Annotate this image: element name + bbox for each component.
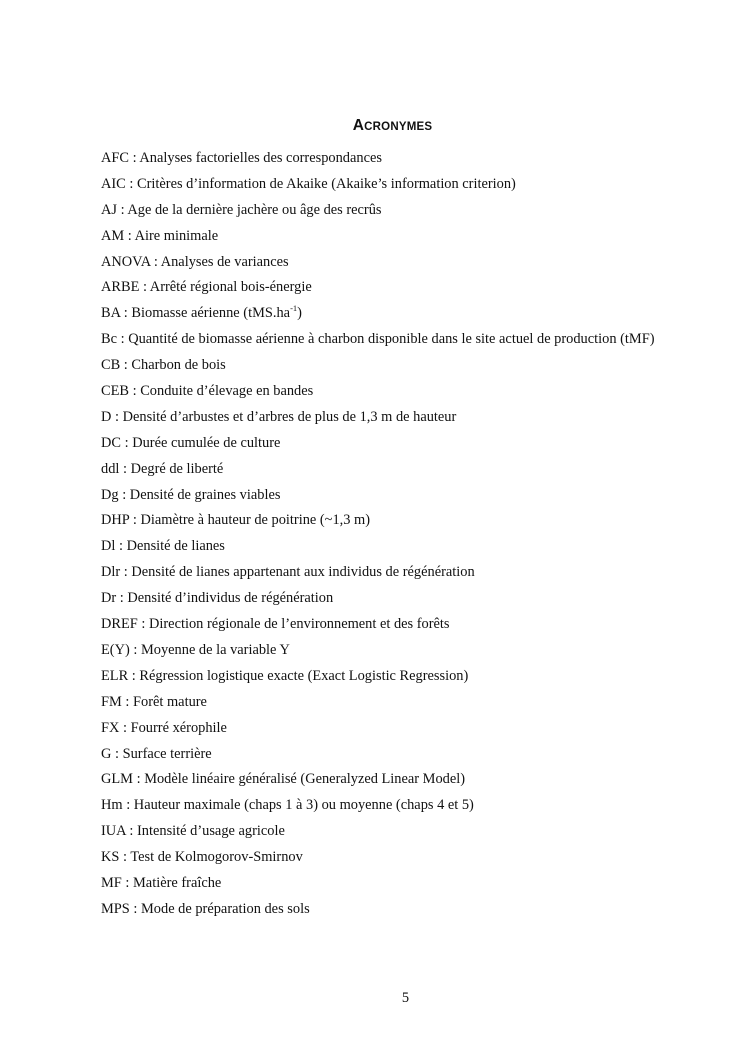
acronym-code: ELR xyxy=(101,667,129,684)
acronym-item xyxy=(101,793,661,819)
acronym-separator: : xyxy=(129,383,141,400)
acronym-superscript: -1 xyxy=(290,303,298,314)
acronym-code: AFC xyxy=(101,150,129,166)
acronym-separator: : xyxy=(117,201,128,218)
acronym-separator: : xyxy=(137,616,149,633)
acronym-definition: Critères d’information de Akaike (Akaike’s information criterion) xyxy=(137,175,516,192)
acronym-item xyxy=(101,457,661,483)
acronym-code: Dlr xyxy=(101,564,121,581)
acronym-separator: : xyxy=(128,667,140,684)
acronym-separator: : xyxy=(117,331,129,348)
acronym-separator: : xyxy=(115,538,127,555)
acronym-code: FX xyxy=(101,719,120,736)
acronym-item xyxy=(101,716,661,742)
acronym-code: MF xyxy=(101,874,122,891)
acronym-item xyxy=(101,586,661,612)
acronym-separator: : xyxy=(120,564,132,581)
acronym-definition-suffix: ) xyxy=(297,305,302,322)
acronym-separator: : xyxy=(119,719,131,736)
acronym-item xyxy=(101,327,661,353)
acronym-item xyxy=(101,612,661,638)
acronym-item xyxy=(101,742,661,768)
acronym-separator: : xyxy=(125,823,137,840)
acronym-item xyxy=(101,690,661,716)
acronym-code: CB xyxy=(101,357,121,374)
acronym-code: KS xyxy=(101,849,120,866)
acronym-definition: Forêt mature xyxy=(133,693,207,710)
title-first-letter: A xyxy=(352,117,365,134)
acronym-item xyxy=(101,379,661,405)
acronym-code: G xyxy=(101,745,112,762)
acronym-item xyxy=(101,198,661,224)
acronym-list xyxy=(101,146,661,923)
acronym-code: Hm xyxy=(101,797,123,814)
acronym-definition: Conduite d’élevage en bandes xyxy=(140,383,314,400)
acronym-item xyxy=(101,664,661,690)
acronym-definition: Mode de préparation des sols xyxy=(141,900,310,917)
acronym-item xyxy=(101,508,661,534)
acronym-item xyxy=(101,638,661,664)
acronym-definition: Intensité d’usage agricole xyxy=(137,823,285,840)
acronym-code: DC xyxy=(101,434,121,451)
acronym-definition: Arrêté régional bois-énergie xyxy=(149,279,312,296)
acronym-definition: Modèle linéaire généralisé (Generalyzed Linear Model) xyxy=(144,771,466,788)
acronym-code: CEB xyxy=(101,383,129,400)
acronym-separator: : xyxy=(118,486,130,503)
acronym-item xyxy=(101,405,661,431)
acronym-separator: : xyxy=(139,279,150,296)
acronym-item xyxy=(101,767,661,793)
title-rest: CRONYMES xyxy=(364,121,433,133)
acronym-item xyxy=(101,431,661,457)
acronym-code: Dr xyxy=(101,590,117,607)
acronym-definition: Charbon de bois xyxy=(131,357,226,374)
acronym-item xyxy=(101,353,661,379)
acronym-item xyxy=(101,819,661,845)
acronym-separator: : xyxy=(111,408,123,425)
acronym-definition: Densité de graines viables xyxy=(129,486,281,503)
acronym-separator: : xyxy=(125,175,137,192)
acronym-code: Dg xyxy=(101,486,119,503)
acronym-item xyxy=(101,224,661,250)
acronym-separator: : xyxy=(121,874,134,891)
acronym-definition: Test de Kolmogorov-Smirnov xyxy=(130,849,303,866)
acronym-definition: Analyses factorielles des correspondances xyxy=(139,150,382,166)
acronym-code: ANOVA xyxy=(101,253,151,270)
acronym-code: AM xyxy=(101,227,125,244)
acronym-code: AIC xyxy=(101,175,126,192)
acronym-definition: Durée cumulée de culture xyxy=(132,434,281,451)
acronym-definition: Aire minimale xyxy=(134,227,219,244)
acronym-code: MPS xyxy=(101,900,130,917)
acronym-separator: : xyxy=(111,745,123,762)
acronym-item xyxy=(101,172,661,198)
acronym-definition: Densité d’arbustes et d’arbres de plus de 1,3 m de hauteur xyxy=(122,408,457,425)
acronym-code: Bc xyxy=(101,331,117,348)
acronym-code: DHP xyxy=(101,512,130,529)
acronym-code: ddl xyxy=(101,460,120,477)
acronym-item xyxy=(101,483,661,509)
acronym-item xyxy=(101,897,661,923)
acronym-definition: Degré de liberté xyxy=(130,460,224,477)
acronym-separator: : xyxy=(119,460,131,477)
acronym-separator: : xyxy=(132,771,145,788)
acronym-code: FM xyxy=(101,693,122,710)
acronym-definition: Régression logistique exacte (Exact Logistic Regression) xyxy=(139,667,469,684)
acronym-separator: : xyxy=(129,900,142,917)
acronym-code: D xyxy=(101,408,112,425)
page-number: 5 xyxy=(401,990,410,1006)
acronym-separator: : xyxy=(120,357,132,374)
acronym-code: ARBE xyxy=(101,279,140,296)
acronym-separator: : xyxy=(116,590,128,607)
page-title xyxy=(20,117,745,135)
acronym-separator: : xyxy=(121,693,134,710)
acronym-code: IUA xyxy=(101,823,126,840)
acronym-separator: : xyxy=(122,797,134,814)
acronym-separator: : xyxy=(119,849,131,866)
acronym-definition: Analyses de variances xyxy=(160,253,289,270)
acronym-definition: Moyenne de la variable Y xyxy=(140,641,290,658)
acronym-item xyxy=(101,146,661,172)
acronym-separator: : xyxy=(120,305,132,322)
acronym-item xyxy=(101,560,661,586)
acronym-item xyxy=(101,275,661,301)
acronym-definition: Surface terrière xyxy=(122,745,212,762)
acronym-separator: : xyxy=(129,641,141,658)
acronym-definition: Matière fraîche xyxy=(133,874,222,891)
acronym-definition: Densité de lianes xyxy=(126,538,225,555)
acronym-separator: : xyxy=(124,227,135,244)
acronym-definition: Fourré xérophile xyxy=(130,719,227,736)
acronym-separator: : xyxy=(129,512,141,529)
acronym-definition: Hauteur maximale (chaps 1 à 3) ou moyenne (chaps 4 et 5) xyxy=(133,797,474,814)
acronym-definition: Biomasse aérienne (tMS.ha xyxy=(131,305,291,322)
acronym-code: GLM xyxy=(101,771,133,788)
acronym-item xyxy=(101,845,661,871)
acronym-code: BA xyxy=(101,305,121,322)
acronym-code: E(Y) xyxy=(101,641,130,658)
acronym-separator: : xyxy=(150,253,161,270)
acronym-definition: Diamètre à hauteur de poitrine (~1,3 m) xyxy=(140,512,371,529)
acronym-definition: Direction régionale de l’environnement et des forêts xyxy=(149,616,450,633)
acronym-definition: Densité de lianes appartenant aux individus de régénération xyxy=(131,564,475,581)
acronym-code: AJ xyxy=(101,201,117,218)
acronym-item xyxy=(101,250,661,276)
acronym-item xyxy=(101,871,661,897)
acronym-item xyxy=(101,534,661,560)
acronym-separator: : xyxy=(129,150,140,166)
acronym-code: DREF xyxy=(101,616,138,633)
acronym-definition: Age de la dernière jachère ou âge des recrûs xyxy=(127,201,382,218)
acronym-item xyxy=(101,301,661,327)
acronym-separator: : xyxy=(121,434,133,451)
acronym-definition: Densité d’individus de régénération xyxy=(127,590,334,607)
acronym-definition: Quantité de biomasse aérienne à charbon disponible dans le site actuel de production (tMF) xyxy=(128,331,655,348)
acronym-code: Dl xyxy=(101,538,116,555)
